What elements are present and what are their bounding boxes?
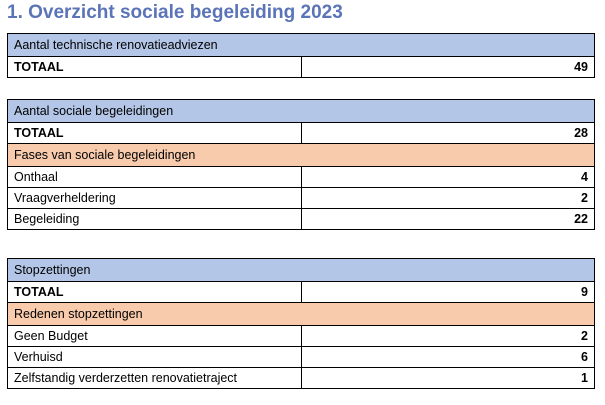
- table-row: [8, 167, 595, 188]
- stopzettingen-table: [7, 258, 595, 389]
- row-value: 22: [301, 209, 595, 230]
- renovatieadviezen-table: [7, 33, 595, 78]
- total-label: TOTAAL: [8, 282, 302, 303]
- total-value: 49: [301, 57, 595, 78]
- page-title: 1. Overzicht sociale begeleiding 2023: [7, 2, 343, 23]
- table-row: [8, 326, 595, 347]
- total-value: 9: [301, 282, 595, 303]
- row-value: 1: [301, 368, 595, 389]
- total-value: 28: [301, 123, 595, 144]
- table-row: [8, 368, 595, 389]
- section-header-label: Aantal technische renovatieadviezen: [8, 34, 595, 57]
- section-header-label: Aantal sociale begeleidingen: [8, 100, 595, 123]
- row-label: Geen Budget: [8, 326, 302, 347]
- total-row: [8, 282, 595, 303]
- table-row: [8, 209, 595, 230]
- total-row: [8, 57, 595, 78]
- row-value: 4: [301, 167, 595, 188]
- subsection-header-label: Redenen stopzettingen: [8, 303, 595, 326]
- row-value: 6: [301, 347, 595, 368]
- total-row: [8, 123, 595, 144]
- subsection-header: [8, 303, 595, 326]
- row-label: Onthaal: [8, 167, 302, 188]
- row-label: Begeleiding: [8, 209, 302, 230]
- total-label: TOTAAL: [8, 123, 302, 144]
- sociale-begeleidingen-table: [7, 99, 595, 230]
- row-label: Vraagverheldering: [8, 188, 302, 209]
- table-row: [8, 347, 595, 368]
- total-label: TOTAAL: [8, 57, 302, 78]
- subsection-header-label: Fases van sociale begeleidingen: [8, 144, 595, 167]
- row-label: Verhuisd: [8, 347, 302, 368]
- section-header: [8, 100, 595, 123]
- section-header: [8, 34, 595, 57]
- row-value: 2: [301, 188, 595, 209]
- section-header-label: Stopzettingen: [8, 259, 595, 282]
- section-header: [8, 259, 595, 282]
- subsection-header: [8, 144, 595, 167]
- row-label: Zelfstandig verderzetten renovatietraject: [8, 368, 302, 389]
- table-row: [8, 188, 595, 209]
- row-value: 2: [301, 326, 595, 347]
